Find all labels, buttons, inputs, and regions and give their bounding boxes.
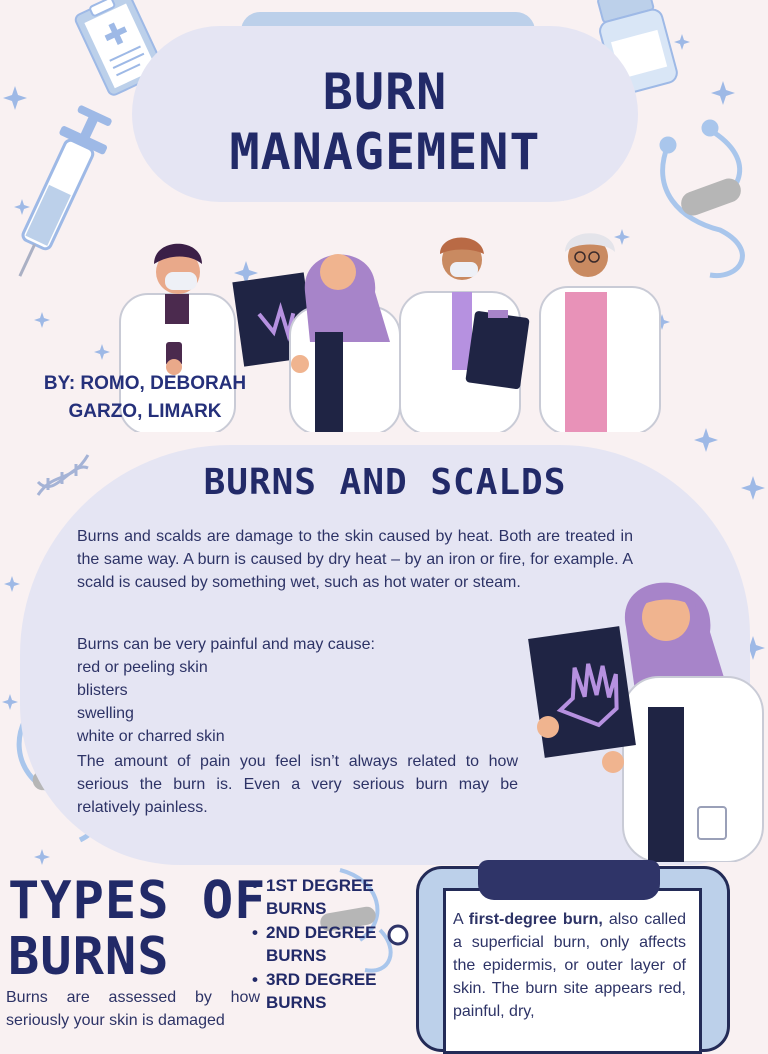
byline-line-2: GARZO, LIMARK (68, 401, 222, 422)
clipboard-text-bold: first-degree burn, (468, 911, 603, 928)
xray-icon (528, 626, 636, 758)
title-line-2: MANAGEMENT (229, 123, 541, 181)
burns-paragraph-1: Burns and scalds are damage to the skin caused by heat. Both are treated in the same way. A burn is caused by dry heat – by an iron or fire, for example. A scald is caused by something wet, such as hot water or steam. (77, 528, 633, 591)
list-item: • 3RD DEGREE BURNS (250, 968, 400, 1014)
types-title (8, 873, 266, 985)
burns-paragraph-2: The amount of pain you feel isn’t always related to how serious the burn is. Even a very serious burn may be relatively painless. (77, 753, 518, 816)
doctor-figure (540, 233, 660, 432)
list-item: • 2ND DEGREE BURNS (250, 921, 400, 967)
burn-types-list (250, 874, 400, 1015)
symptoms-intro: Burns can be very painful and may cause: (77, 636, 375, 653)
syringe-icon (0, 101, 119, 286)
doctor-figure (400, 238, 530, 433)
symptoms-list (77, 633, 537, 748)
clipboard-text (453, 908, 686, 1023)
author-byline (30, 370, 260, 426)
byline-line-1: BY: ROMO, DEBORAH (43, 373, 247, 394)
list-item: white or charred skin (77, 728, 225, 745)
list-item: swelling (77, 705, 134, 722)
clipboard-text-start: A (453, 911, 469, 928)
types-title-line-2: BURNS (8, 927, 170, 987)
list-item: red or peeling skin (77, 659, 208, 676)
clipboard-text-rest: also called a superficial burn, only affects the epidermis, or outer layer of skin. The burn site appears red, painful, dry, (453, 911, 686, 1020)
types-title-line-1: TYPES OF (8, 871, 267, 931)
title-line-1: BURN (322, 63, 448, 121)
doctor-figure (290, 254, 400, 432)
clipboard-clip (478, 860, 660, 900)
page-title (132, 62, 638, 182)
types-description: Burns are assessed by how seriously your skin is damaged (6, 989, 260, 1029)
list-item: blisters (77, 682, 128, 699)
doctor-with-xray-illustration (528, 567, 768, 862)
burns-section-title: BURNS AND SCALDS (203, 462, 567, 503)
list-item: • 1ST DEGREE BURNS (250, 874, 400, 920)
